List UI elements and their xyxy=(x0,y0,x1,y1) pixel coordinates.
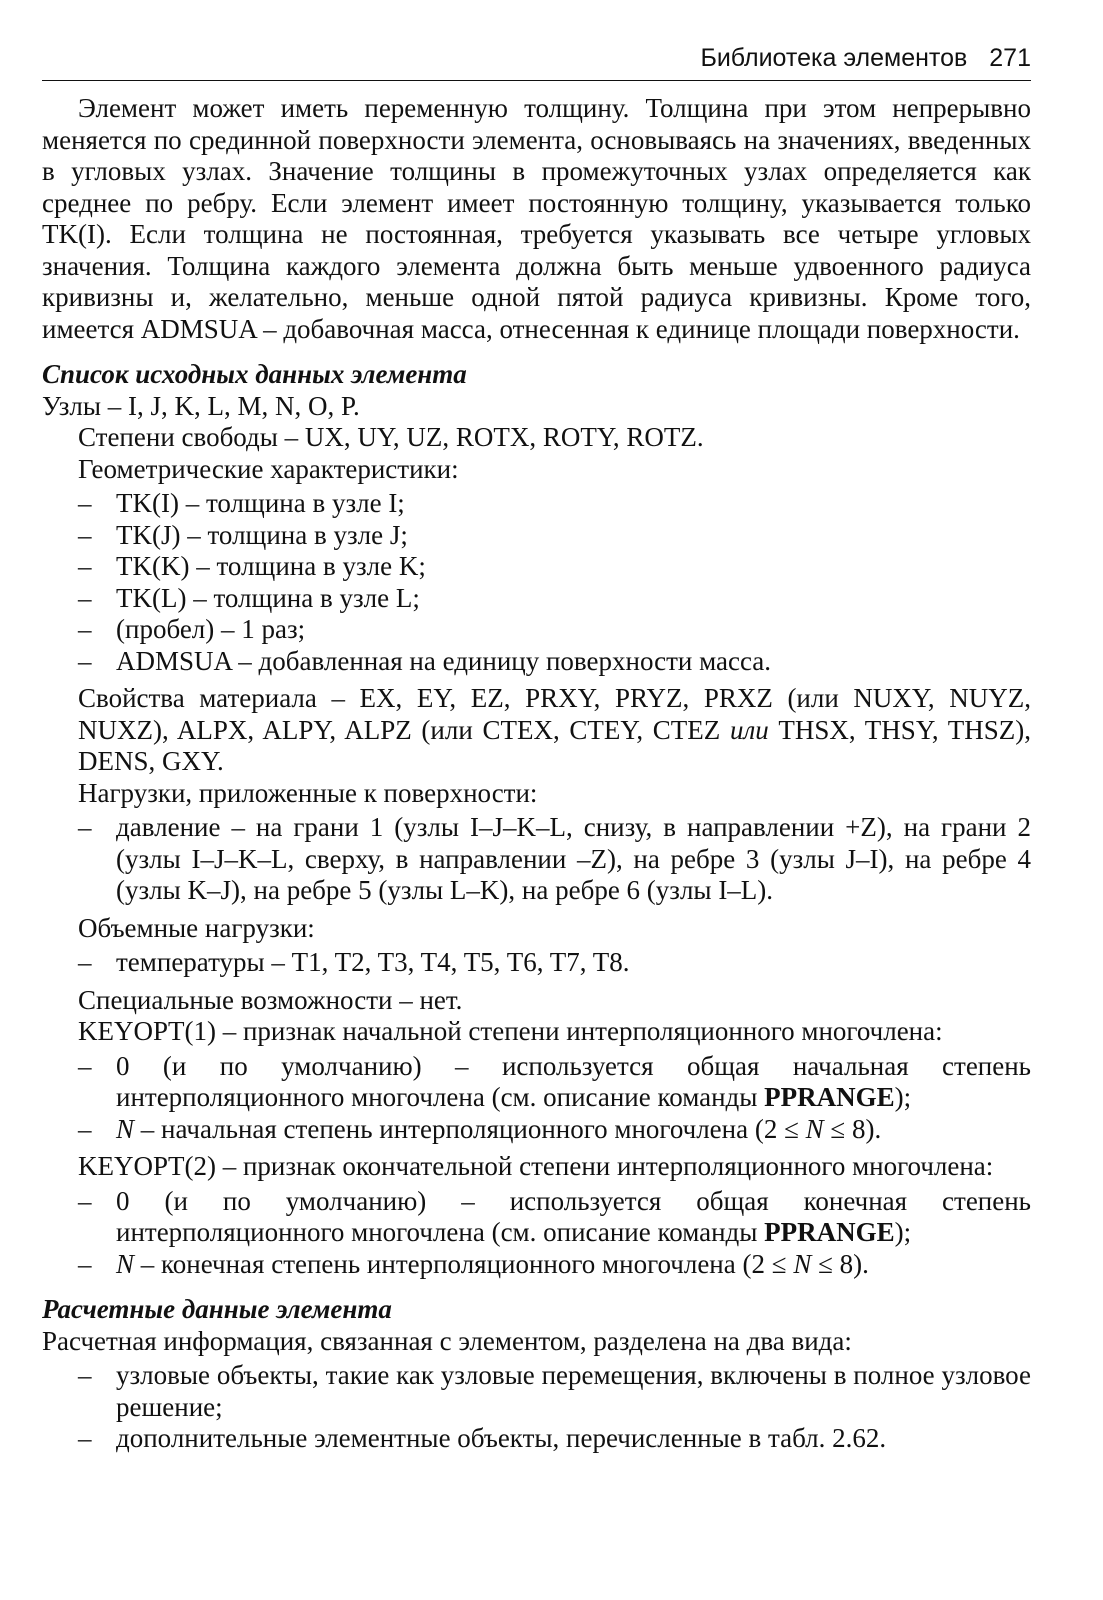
keyopt2-item1-text: 0 (и по умолчанию) – используется общая конечная степень интерполяционного многочлена (см. описание команды xyxy=(116,1185,1031,1247)
keyopt1-list xyxy=(42,1051,1031,1146)
list-item: – TK(L) – толщина в узле L; xyxy=(116,583,1031,615)
list-item: – TK(J) – толщина в узле J; xyxy=(116,520,1031,552)
list-item: – ADMSUA – добавленная на единицу поверхности масса. xyxy=(116,646,1031,678)
n-symbol: N xyxy=(116,1248,135,1279)
output-intro: Расчетная информация, связанная с элементом, разделена на два вида: xyxy=(42,1325,852,1356)
keyopt2-list xyxy=(42,1186,1031,1281)
geometry-list xyxy=(42,488,1031,677)
geometry-label: Геометрические характеристики: xyxy=(78,453,459,484)
list-item: – давление – на грани 1 (узлы I–J–K–L, снизу, в направлении +Z), на грани 2 (узлы I–J–K–L, сверху, в направлении –Z), на ребре 3 (узлы J–I), на ребре 4 (узлы K–J), на ребре 5 (узлы L–K), на ребре 6 (узлы I–L). xyxy=(116,812,1031,907)
list-item: – TK(K) – толщина в узле K; xyxy=(116,551,1031,583)
material-properties xyxy=(42,683,1031,778)
keyopt1-label: KEYOPT(1) – признак начальной степени интерполяционного многочлена: xyxy=(78,1016,943,1046)
list-item: – узловые объекты, такие как узловые перемещения, включены в полное узловое решение; xyxy=(116,1360,1031,1423)
special-features: Специальные возможности – нет. xyxy=(78,984,463,1015)
list-item xyxy=(116,1051,1031,1114)
list-item: – (пробел) – 1 раз; xyxy=(116,614,1031,646)
surface-loads-list xyxy=(42,812,1031,907)
input-section-heading: Список исходных данных элемента xyxy=(42,359,467,389)
list-item: – температуры – T1, T2, T3, T4, T5, T6, T7, T8. xyxy=(116,947,1031,979)
list-item xyxy=(116,1249,1031,1281)
n-symbol: N xyxy=(805,1113,824,1144)
keyopt2-label: KEYOPT(2) – признак окончательной степени интерполяционного многочлена: xyxy=(78,1151,994,1181)
output-section-heading: Расчетные данные элемента xyxy=(42,1294,392,1324)
dof-line: Степени свободы – UX, UY, UZ, ROTX, ROTY, ROTZ. xyxy=(78,422,704,452)
keyopt1-item1-end: ); xyxy=(894,1082,912,1112)
header-title: Библиотека элементов xyxy=(700,44,968,72)
surface-loads-label: Нагрузки, приложенные к поверхности: xyxy=(78,777,538,808)
page-number: 271 xyxy=(989,44,1031,72)
keyopt1-item1-text: 0 (и по умолчанию) – используется общая начальная степень интерполяционного многочлена (см. описание команды xyxy=(116,1050,1031,1112)
keyopt2-item1-end: ); xyxy=(894,1217,912,1247)
intro-paragraph: Элемент может иметь переменную толщину. Толщина при этом непрерывно меняется по срединной поверхности элемента, основываясь на значениях, введенных в угловых узлах. Значение толщины в промежуточных узлах определяется как среднее по ребру. Если элемент имеет постоянную толщину, указывается только TK(I). Если толщина не постоянная, требуется указывать все четыре угловых значения. Толщина каждого элемента должна быть меньше удвоенного радиуса кривизны и, желательно, меньше одной пятой радиуса кривизны. Кроме того, имеется ADMSUA – добавочная масса, отнесенная к единице площади поверхности. xyxy=(42,93,1031,344)
n-symbol: N xyxy=(793,1248,812,1279)
body-loads-label: Объемные нагрузки: xyxy=(78,912,315,943)
keyopt1-item2-text: – начальная степень интерполяционного многочлена (2 ≤ xyxy=(134,1113,806,1144)
keyopt1-item2-end: ≤ 8). xyxy=(823,1113,882,1144)
material-or: или xyxy=(729,714,769,745)
list-item: – TK(I) – толщина в узле I; xyxy=(116,488,1031,520)
running-header xyxy=(42,40,1031,81)
output-list xyxy=(42,1360,1031,1455)
keyopt2-item2-end: ≤ 8). xyxy=(811,1248,869,1279)
list-item xyxy=(116,1186,1031,1249)
pprange-command: PPRANGE xyxy=(764,1082,895,1112)
pprange-command: PPRANGE xyxy=(764,1217,895,1247)
material-text-b: THSX, THSY, THSZ), DENS, GXY. xyxy=(78,714,1031,776)
keyopt2-item2-text: – конечная степень интерполяционного многочлена (2 ≤ xyxy=(134,1248,794,1279)
list-item: – дополнительные элементные объекты, перечисленные в табл. 2.62. xyxy=(116,1423,1031,1455)
list-item xyxy=(116,1114,1031,1146)
nodes-line: Узлы – I, J, K, L, M, N, O, P. xyxy=(42,390,360,421)
material-text-a: Свойства материала – EX, EY, EZ, PRXY, PRYZ, PRXZ (или NUXY, NUYZ, NUXZ), ALPX, ALPY, ALPZ (или CTEX, CTEY, CTEZ xyxy=(78,683,1031,745)
n-symbol: N xyxy=(116,1113,135,1144)
body-loads-list xyxy=(42,947,1031,979)
